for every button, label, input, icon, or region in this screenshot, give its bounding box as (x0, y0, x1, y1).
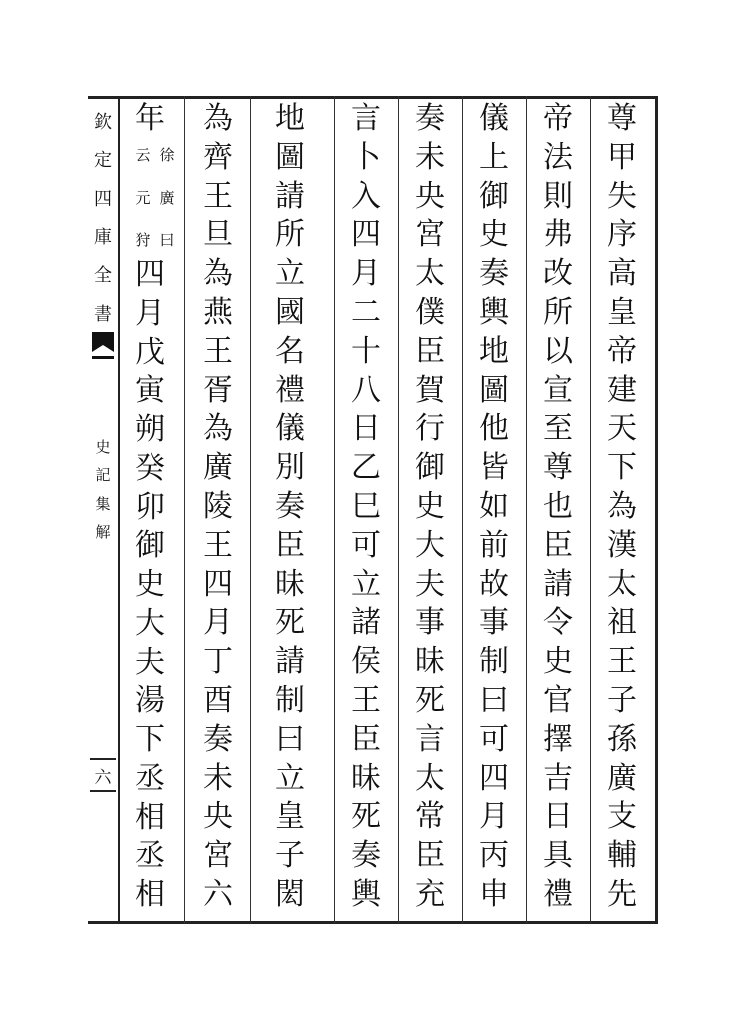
text-char: 尊 (543, 450, 573, 486)
text-char: 地 (479, 333, 509, 369)
running-head-char: 全 (94, 265, 112, 287)
text-char: 甲 (607, 139, 637, 175)
text-char: 廣 (203, 450, 233, 486)
annotation-char: 徐 (159, 146, 175, 164)
text-char: 御 (135, 528, 165, 564)
text-char: 則 (543, 178, 573, 214)
text-char: 王 (351, 682, 381, 718)
text-char: 可 (479, 721, 509, 757)
text-char: 相 (135, 799, 165, 835)
text-char: 圖 (275, 139, 305, 175)
text-char: 前 (479, 527, 509, 563)
text-char: 未 (203, 760, 233, 796)
annotation-right (158, 148, 176, 248)
text-char: 曰 (275, 721, 305, 757)
text-char: 昧 (351, 760, 381, 796)
frame-right-border (655, 96, 658, 924)
text-char: 所 (543, 294, 573, 330)
text-char: 儀 (275, 411, 305, 447)
text-char: 儀 (479, 101, 509, 136)
text-char: 死 (351, 799, 381, 835)
text-char: 也 (543, 488, 573, 524)
text-char: 廣 (607, 760, 637, 796)
text-char: 史 (479, 217, 509, 253)
book-title (92, 440, 114, 540)
text-char: 官 (543, 682, 573, 718)
text-char: 卜 (351, 139, 381, 175)
text-char: 事 (479, 605, 509, 641)
text-char: 癸 (135, 450, 165, 486)
text-char: 尊 (607, 101, 637, 136)
column-rule (184, 96, 185, 924)
text-char: 燕 (203, 294, 233, 330)
text-char: 令 (543, 605, 573, 641)
text-column (268, 101, 312, 914)
text-char: 年 (135, 101, 165, 136)
column-rule (526, 96, 527, 924)
text-char: 臣 (351, 721, 381, 757)
running-head (90, 104, 116, 334)
text-char: 四 (479, 760, 509, 796)
column-rule (250, 96, 251, 924)
text-char: 戊 (135, 334, 165, 370)
text-char: 為 (203, 411, 233, 447)
annotation-char: 狩 (135, 231, 151, 249)
annotation-char: 云 (135, 146, 151, 164)
text-char: 臣 (275, 527, 305, 563)
text-char: 請 (275, 178, 305, 214)
text-char: 吉 (543, 760, 573, 796)
text-char: 地 (275, 101, 305, 136)
text-char: 酉 (203, 682, 233, 718)
text-char: 立 (351, 566, 381, 602)
text-char: 史 (415, 488, 445, 524)
annotation-char: 廣 (159, 188, 175, 207)
running-head-char: 定 (94, 150, 112, 172)
text-char: 相 (135, 877, 165, 912)
text-char: 帝 (543, 101, 573, 136)
text-char: 言 (351, 101, 381, 136)
text-char: 弗 (543, 217, 573, 253)
text-char: 上 (479, 139, 509, 175)
text-char: 至 (543, 411, 573, 447)
book-title-char: 史 (95, 438, 111, 456)
text-char: 言 (415, 721, 445, 757)
text-char: 死 (415, 682, 445, 718)
text-char: 請 (543, 566, 573, 602)
text-char: 四 (203, 566, 233, 602)
book-title-char: 解 (95, 522, 111, 541)
text-char: 奏 (415, 101, 445, 136)
text-column (408, 101, 452, 914)
text-char: 陵 (203, 488, 233, 524)
text-char: 曰 (479, 682, 509, 718)
book-title-char: 集 (95, 494, 111, 513)
text-column (344, 101, 388, 914)
text-char: 十 (351, 333, 381, 369)
text-char: 未 (415, 139, 445, 175)
text-char: 立 (275, 256, 305, 292)
text-char: 子 (275, 838, 305, 874)
annotation-char: 元 (135, 188, 151, 207)
running-head-char: 書 (94, 303, 112, 325)
text-char: 下 (135, 722, 165, 757)
text-char: 昧 (275, 566, 305, 602)
running-head-char: 四 (94, 188, 112, 210)
running-head-char: 欽 (94, 112, 112, 134)
text-char: 帝 (607, 333, 637, 369)
text-column (472, 101, 516, 914)
text-char: 序 (607, 217, 637, 253)
text-char: 圖 (479, 372, 509, 408)
annotation-left (134, 148, 152, 248)
text-char: 王 (203, 527, 233, 563)
page-number-text: 六 (94, 767, 112, 788)
text-char: 丁 (203, 644, 233, 680)
text-char: 侯 (351, 644, 381, 680)
text-char: 事 (415, 605, 445, 641)
text-char: 八 (351, 372, 381, 408)
text-column (128, 257, 172, 914)
text-char: 奏 (275, 488, 305, 524)
text-char: 寅 (135, 373, 165, 409)
text-char: 閎 (275, 876, 305, 912)
text-char: 禮 (543, 876, 573, 912)
text-char: 他 (479, 411, 509, 447)
text-char: 制 (479, 644, 509, 680)
text-char: 月 (479, 799, 509, 835)
text-char: 子 (607, 682, 637, 718)
frame-top-border (88, 96, 658, 99)
text-char: 為 (203, 256, 233, 292)
text-char: 臣 (543, 527, 573, 563)
text-char: 先 (607, 876, 637, 912)
text-char: 皇 (275, 799, 305, 835)
text-char: 四 (135, 257, 165, 292)
text-char: 宣 (543, 372, 573, 408)
text-char: 臣 (415, 333, 445, 369)
text-char: 建 (607, 372, 637, 408)
text-char: 失 (607, 178, 637, 214)
text-char: 宮 (415, 217, 445, 253)
text-char: 常 (415, 799, 445, 835)
annotation-char: 曰 (159, 231, 175, 249)
text-char: 請 (275, 644, 305, 680)
text-char: 王 (203, 333, 233, 369)
text-char: 史 (543, 644, 573, 680)
text-char: 丞 (135, 838, 165, 874)
text-char: 諸 (351, 605, 381, 641)
running-head-char: 庫 (94, 227, 112, 249)
text-char: 申 (479, 876, 509, 912)
column-rule (590, 96, 591, 924)
text-char: 所 (275, 217, 305, 253)
text-char: 日 (543, 799, 573, 835)
text-char: 高 (607, 256, 637, 292)
text-char: 擇 (543, 721, 573, 757)
text-char: 太 (415, 760, 445, 796)
text-char: 皇 (607, 294, 637, 330)
column-rule (462, 96, 463, 924)
text-char: 御 (415, 450, 445, 486)
margin-rule (118, 96, 120, 924)
text-char: 孫 (607, 721, 637, 757)
text-char: 奏 (479, 256, 509, 292)
text-char: 宮 (203, 838, 233, 874)
text-char: 故 (479, 566, 509, 602)
text-char: 臣 (415, 838, 445, 874)
text-char: 王 (203, 178, 233, 214)
text-char: 夫 (135, 644, 165, 680)
text-char: 死 (275, 605, 305, 641)
text-char: 禮 (275, 372, 305, 408)
text-char: 史 (135, 567, 165, 602)
column-rule (334, 96, 335, 924)
text-char: 大 (135, 605, 165, 641)
book-title-char: 記 (95, 466, 111, 485)
text-char: 法 (543, 139, 573, 175)
text-column (600, 101, 644, 914)
text-char: 輔 (607, 838, 637, 874)
text-char: 央 (415, 178, 445, 214)
text-char: 朔 (135, 412, 165, 447)
text-char: 昧 (415, 644, 445, 680)
text-char: 為 (203, 101, 233, 136)
text-char: 為 (607, 488, 637, 524)
text-char: 旦 (203, 217, 233, 253)
text-char: 太 (415, 256, 445, 292)
text-char: 大 (415, 527, 445, 563)
text-char: 湯 (135, 683, 165, 719)
text-char: 太 (607, 566, 637, 602)
text-char: 制 (275, 682, 305, 718)
text-char: 胥 (203, 372, 233, 408)
text-char: 以 (543, 333, 573, 369)
text-char: 入 (351, 178, 381, 214)
text-char: 夫 (415, 566, 445, 602)
text-char: 可 (351, 527, 381, 563)
text-char: 月 (135, 295, 165, 331)
text-char: 充 (415, 876, 445, 912)
text-char: 輿 (351, 876, 381, 912)
text-char: 僕 (415, 294, 445, 330)
fish-tail-mark (92, 332, 114, 352)
text-char: 六 (203, 876, 233, 912)
text-column (536, 101, 580, 914)
fish-tail-line (92, 356, 114, 359)
text-char: 皆 (479, 450, 509, 486)
text-char: 丙 (479, 838, 509, 874)
text-char: 祖 (607, 605, 637, 641)
text-char: 月 (203, 605, 233, 641)
text-char: 天 (607, 411, 637, 447)
text-char: 行 (415, 411, 445, 447)
text-char: 丞 (135, 760, 165, 796)
text-char: 二 (351, 294, 381, 330)
text-char: 月 (351, 256, 381, 292)
text-char: 漢 (607, 527, 637, 563)
text-char: 支 (607, 799, 637, 835)
text-char: 日 (351, 411, 381, 447)
text-char: 輿 (479, 294, 509, 330)
text-char: 齊 (203, 139, 233, 175)
text-char: 具 (543, 838, 573, 874)
text-char: 名 (275, 333, 305, 369)
text-char: 王 (607, 644, 637, 680)
text-char: 別 (275, 450, 305, 486)
text-char: 立 (275, 760, 305, 796)
text-char: 下 (607, 450, 637, 486)
text-column (196, 101, 240, 914)
text-char: 央 (203, 799, 233, 835)
column-rule (398, 96, 399, 924)
text-char: 御 (479, 178, 509, 214)
frame-bottom-border (88, 921, 658, 924)
text-char: 國 (275, 294, 305, 330)
text-column (128, 101, 172, 144)
text-char: 奏 (351, 838, 381, 874)
text-char: 巳 (351, 488, 381, 524)
text-char: 賀 (415, 372, 445, 408)
text-char: 改 (543, 256, 573, 292)
text-char: 四 (351, 217, 381, 253)
page-number (90, 758, 116, 792)
text-char: 乙 (351, 450, 381, 486)
text-char: 奏 (203, 721, 233, 757)
text-char: 如 (479, 488, 509, 524)
text-char: 卯 (135, 489, 165, 525)
